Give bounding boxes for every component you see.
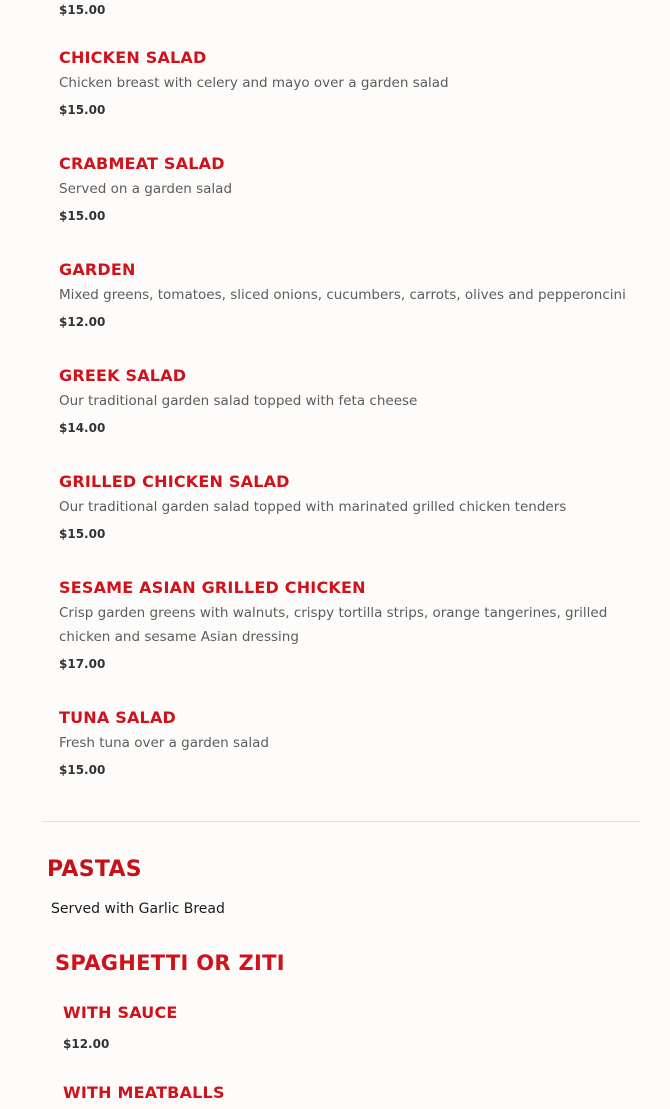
item-title: GREEK SALAD	[59, 366, 187, 385]
item-price: $15.00	[59, 527, 106, 541]
section-title-pastas: PASTAS	[47, 857, 142, 882]
item-description: Fresh tuna over a garden salad	[59, 735, 269, 751]
menu-item-sesame-asian-grilled-chicken	[59, 578, 649, 672]
item-price: $15.00	[59, 763, 106, 777]
previous-item-price: $15.00	[59, 3, 106, 17]
item-price: $15.00	[59, 209, 106, 223]
menu-item-chicken-salad	[59, 48, 649, 118]
menu-item-with-sauce	[63, 1003, 178, 1052]
item-title: GRILLED CHICKEN SALAD	[59, 472, 290, 491]
menu-item-with-meatballs	[63, 1083, 225, 1103]
item-price: $12.00	[63, 1037, 110, 1051]
item-title: TUNA SALAD	[59, 708, 177, 727]
item-description: Chicken breast with celery and mayo over a garden salad	[59, 75, 449, 91]
menu-item-grilled-chicken-salad	[59, 472, 649, 542]
menu-item-tuna-salad	[59, 708, 649, 778]
item-title: WITH MEATBALLS	[63, 1083, 225, 1102]
item-description: Our traditional garden salad topped with feta cheese	[59, 393, 418, 409]
item-description: Mixed greens, tomatoes, sliced onions, cucumbers, carrots, olives and pepperoncini	[59, 287, 626, 303]
item-price: $14.00	[59, 421, 106, 435]
item-title: WITH SAUCE	[63, 1003, 178, 1022]
item-price: $15.00	[59, 103, 106, 117]
menu-item-crabmeat-salad	[59, 154, 649, 224]
section-note: Served with Garlic Bread	[51, 901, 225, 917]
item-price: $12.00	[59, 315, 106, 329]
item-description: Served on a garden salad	[59, 181, 233, 197]
menu-item-garden	[59, 260, 649, 330]
subsection-title-spaghetti-ziti: SPAGHETTI OR ZITI	[55, 951, 285, 975]
item-price: $17.00	[59, 657, 106, 671]
section-divider	[42, 821, 640, 822]
item-description: Crisp garden greens with walnuts, crispy tortilla strips, orange tangerines, grilled chicken and sesame Asian dressing	[59, 605, 608, 645]
item-title: GARDEN	[59, 260, 136, 279]
item-title: CRABMEAT SALAD	[59, 154, 225, 173]
item-title: SESAME ASIAN GRILLED CHICKEN	[59, 578, 366, 597]
menu-item-greek-salad	[59, 366, 649, 436]
item-title: CHICKEN SALAD	[59, 48, 207, 67]
item-description: Our traditional garden salad topped with marinated grilled chicken tenders	[59, 499, 567, 515]
